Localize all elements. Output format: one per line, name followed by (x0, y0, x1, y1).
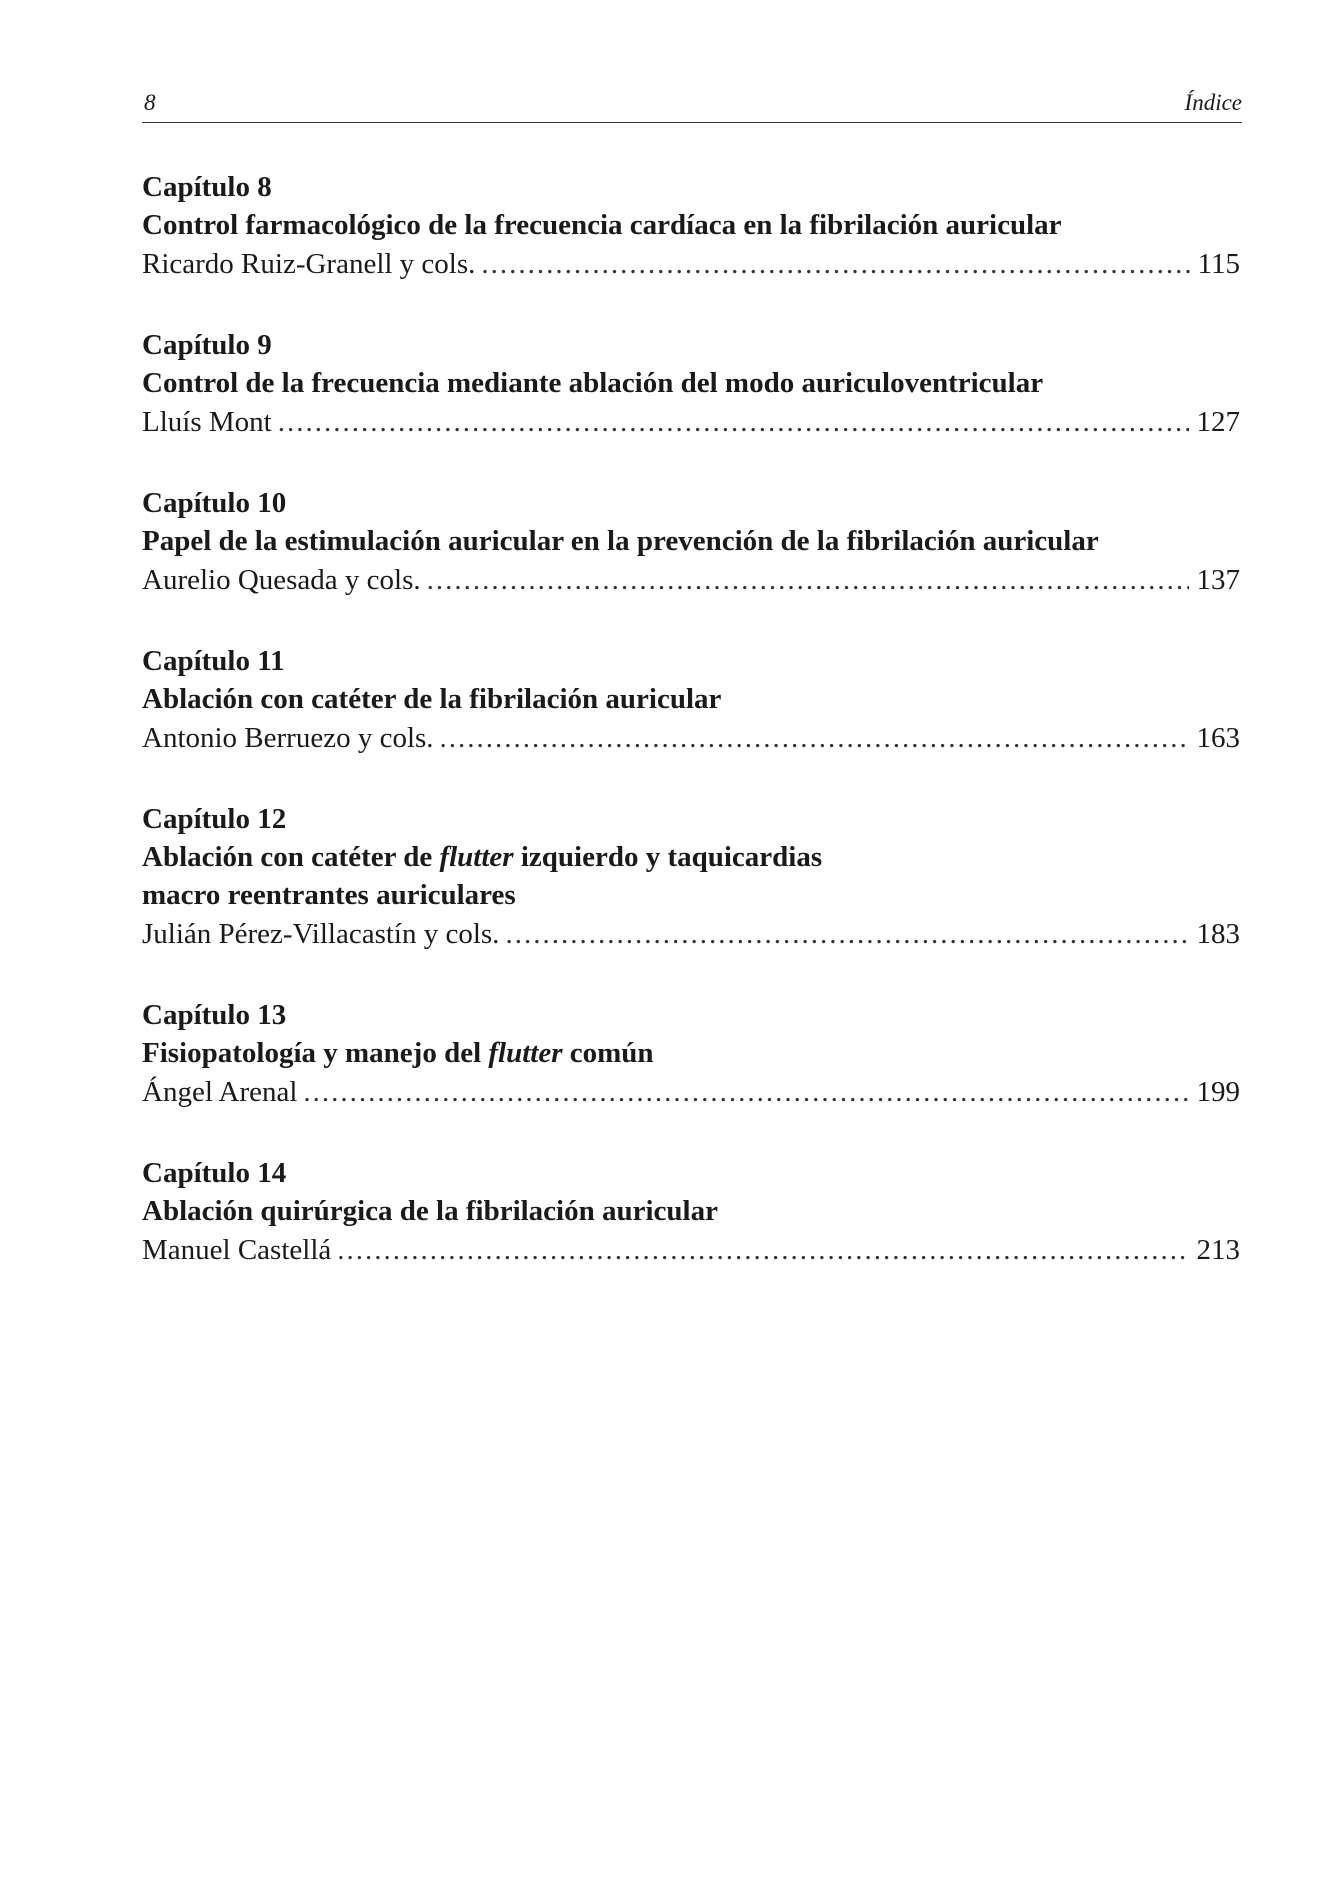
author-line[interactable] (142, 1072, 1240, 1112)
chapter-author: Ricardo Ruiz-Granell y cols. (142, 248, 476, 280)
chapter-page: 183 (1196, 918, 1240, 950)
title-text: común (562, 1037, 654, 1069)
table-of-contents (142, 168, 1240, 1270)
chapter-page: 199 (1196, 1076, 1240, 1108)
toc-entry (142, 1154, 1240, 1270)
chapter-page: 163 (1196, 722, 1240, 754)
running-header (142, 90, 1242, 123)
title-text: Ablación con catéter de (142, 841, 440, 873)
author-line[interactable] (142, 718, 1240, 758)
chapter-number: Capítulo 10 (142, 487, 287, 519)
toc-entry (142, 800, 1240, 954)
chapter-title: Control farmacológico de la frecuencia cardíaca en la fibrilación auricular (142, 209, 1062, 241)
chapter-title-line2: macro reentrantes auriculares (142, 879, 516, 911)
chapter-number: Capítulo 13 (142, 999, 287, 1031)
title-text: izquierdo y taquicardias (513, 841, 823, 873)
chapter-title: Control de la frecuencia mediante ablación del modo auriculoventricular (142, 367, 1044, 399)
page-number: 8 (144, 90, 156, 115)
toc-entry (142, 642, 1240, 758)
chapter-number: Capítulo 9 (142, 329, 272, 361)
dot-leader (505, 914, 1188, 954)
chapter-author: Lluís Mont (142, 406, 272, 438)
chapter-title: Papel de la estimulación auricular en la prevención de la fibrilación auricular (142, 525, 1099, 557)
chapter-title: Ablación quirúrgica de la fibrilación auricular (142, 1195, 718, 1227)
title-italic: flutter (439, 841, 514, 873)
author-line[interactable] (142, 244, 1240, 284)
toc-entry (142, 326, 1240, 442)
chapter-page: 137 (1196, 564, 1240, 596)
chapter-page: 115 (1197, 248, 1240, 280)
chapter-number: Capítulo 14 (142, 1157, 287, 1189)
dot-leader (278, 402, 1189, 442)
toc-entry (142, 484, 1240, 600)
author-line[interactable] (142, 914, 1240, 954)
chapter-title: Ablación con catéter de la fibrilación auricular (142, 683, 722, 715)
chapter-author: Julián Pérez-Villacastín y cols. (142, 918, 500, 950)
toc-entry (142, 168, 1240, 284)
author-line[interactable] (142, 560, 1240, 600)
title-italic: flutter (488, 1037, 563, 1069)
author-line[interactable] (142, 402, 1240, 442)
chapter-author: Aurelio Quesada y cols. (142, 564, 421, 596)
dot-leader (440, 718, 1189, 758)
chapter-page: 127 (1196, 406, 1240, 438)
chapter-author: Ángel Arenal (142, 1076, 298, 1108)
chapter-title (142, 838, 1240, 876)
title-text: Fisiopatología y manejo del (142, 1037, 489, 1069)
chapter-author: Antonio Berruezo y cols. (142, 722, 434, 754)
chapter-author: Manuel Castellá (142, 1234, 332, 1266)
dot-leader (427, 560, 1189, 600)
dot-leader (337, 1230, 1188, 1270)
toc-entry (142, 996, 1240, 1112)
author-line[interactable] (142, 1230, 1240, 1270)
chapter-number: Capítulo 8 (142, 171, 272, 203)
chapter-number: Capítulo 12 (142, 803, 287, 835)
dot-leader (303, 1072, 1188, 1112)
dot-leader (481, 244, 1189, 284)
chapter-page: 213 (1196, 1234, 1240, 1266)
chapter-number: Capítulo 11 (142, 645, 285, 677)
chapter-title (142, 1034, 1240, 1072)
section-title: Índice (1184, 90, 1242, 115)
